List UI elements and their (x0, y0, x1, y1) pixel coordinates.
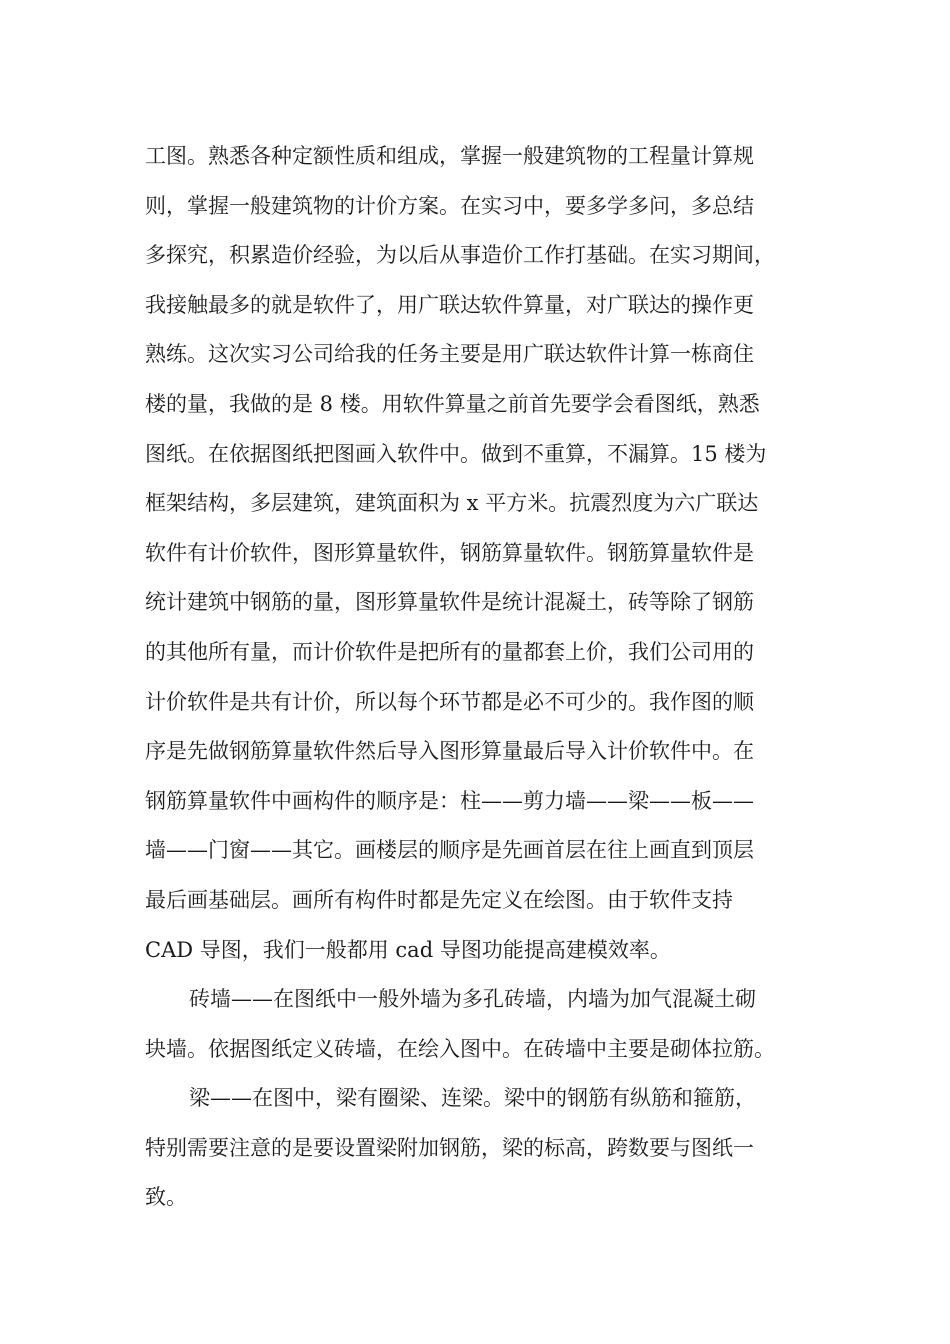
text-line: 图纸。在依据图纸把图画入软件中。做到不重算，不漏算。15 楼为 (145, 441, 767, 466)
text-line: 致。 (145, 1185, 187, 1210)
text-line: 最后画基础层。画所有构件时都是先定义在绘图。由于软件支持 (145, 887, 733, 912)
text-line: 序是先做钢筋算量软件然后导入图形算量最后导入计价软件中。在 (145, 739, 754, 764)
text-line: 楼的量，我做的是 8 楼。用软件算量之前首先要学会看图纸，熟悉 (145, 391, 760, 416)
text-line: 框架结构，多层建筑，建筑面积为 x 平方米。抗震烈度为六广联达 (145, 491, 759, 516)
text-line: 计价软件是共有计价，所以每个环节都是必不可少的。我作图的顺 (145, 689, 754, 714)
text-line: 的其他所有量，而计价软件是把所有的量都套上价，我们公司用的 (145, 639, 754, 664)
text-line: 工图。熟悉各种定额性质和组成，掌握一般建筑物的工程量计算规 (145, 144, 754, 168)
text-line: 多探究，积累造价经验，为以后从事造价工作打基础。在实习期间， (145, 243, 775, 268)
text-line: 钢筋算量软件中画构件的顺序是：柱——剪力墙——梁——板—— (145, 788, 754, 813)
text-line: CAD 导图，我们一般都用 cad 导图功能提高建模效率。 (145, 937, 671, 962)
text-line: 熟练。这次实习公司给我的任务主要是用广联达软件计算一栋商住 (145, 342, 754, 367)
text-line: 我接触最多的就是软件了，用广联达软件算量，对广联达的操作更 (145, 292, 754, 317)
text-line: 统计建筑中钢筋的量，图形算量软件是统计混凝土，砖等除了钢筋 (145, 590, 754, 615)
text-line: 块墙。依据图纸定义砖墙，在绘入图中。在砖墙中主要是砌体拉筋。 (145, 1036, 775, 1061)
text-line: 软件有计价软件，图形算量软件，钢筋算量软件。钢筋算量软件是 (145, 540, 754, 565)
paragraph-beam-start: 梁——在图中，梁有圈梁、连梁。梁中的钢筋有纵筋和箍筋， (189, 1086, 756, 1111)
text-line: 则，掌握一般建筑物的计价方案。在实习中，要多学多问，多总结 (145, 193, 754, 218)
text-line: 墙——门窗——其它。画楼层的顺序是先画首层在往上画直到顶层 (145, 838, 754, 863)
body-text (145, 132, 825, 1223)
paragraph-brick-wall-start: 砖墙——在图纸中一般外墙为多孔砖墙，内墙为加气混凝土砌 (189, 987, 756, 1012)
text-line: 特别需要注意的是要设置梁附加钢筋，梁的标高，跨数要与图纸一 (145, 1135, 754, 1160)
